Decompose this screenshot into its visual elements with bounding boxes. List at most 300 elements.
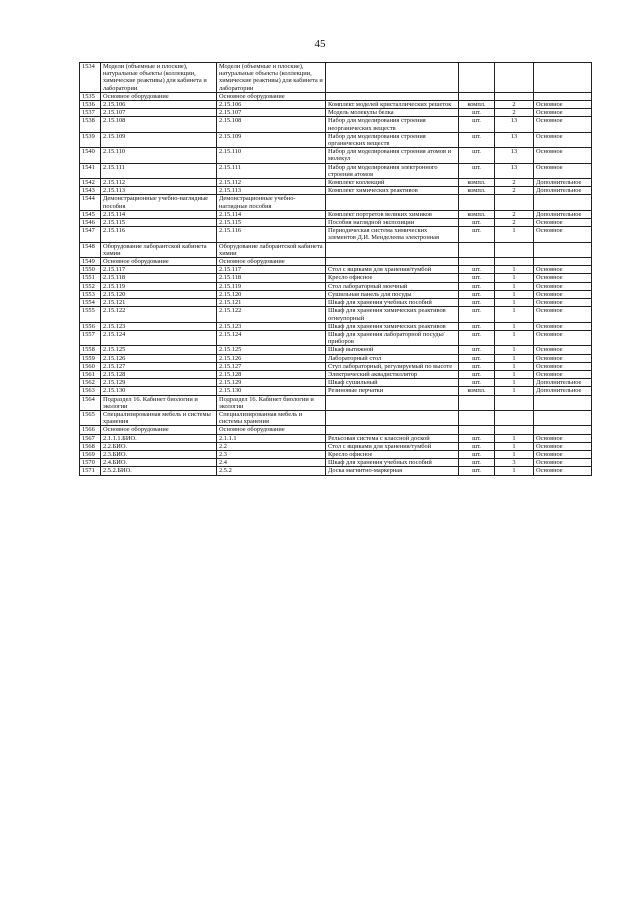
table-row: [80, 179, 592, 187]
quantity-cell: 13: [495, 148, 534, 163]
item-name-cell: Резиновые перчатки: [326, 387, 459, 395]
quantity-cell: [495, 63, 534, 93]
table-row: [80, 370, 592, 378]
quantity-cell: 13: [495, 117, 534, 132]
item-name-cell: Стол лабораторный моечный: [326, 282, 459, 290]
item-name-cell: [326, 195, 459, 210]
code-a-cell: Основное оборудование: [101, 92, 217, 100]
table-row: [80, 299, 592, 307]
row-number-cell: 1565: [80, 410, 101, 425]
equipment-type-cell: Основное: [534, 148, 592, 163]
equipment-table: [79, 62, 592, 476]
quantity-cell: 2: [495, 101, 534, 109]
item-name-cell: [326, 426, 459, 434]
code-b-cell: 2.15.125: [217, 346, 326, 354]
code-a-cell: 2.15.118: [101, 274, 217, 282]
unit-cell: [459, 63, 495, 93]
table-row: [80, 387, 592, 395]
item-name-cell: Комплект химических реактивов: [326, 187, 459, 195]
row-number-cell: 1567: [80, 434, 101, 442]
equipment-type-cell: Основное: [534, 299, 592, 307]
unit-cell: шт.: [459, 117, 495, 132]
unit-cell: шт.: [459, 132, 495, 147]
item-name-cell: Модель молекулы белка: [326, 109, 459, 117]
table-row: [80, 187, 592, 195]
code-b-cell: 2.15.126: [217, 354, 326, 362]
unit-cell: компл.: [459, 387, 495, 395]
code-a-cell: 2.4.БИО.: [101, 459, 217, 467]
item-name-cell: [326, 395, 459, 410]
row-number-cell: 1550: [80, 266, 101, 274]
item-name-cell: Пособия наглядной экспозиции: [326, 219, 459, 227]
table-row: [80, 354, 592, 362]
unit-cell: шт.: [459, 362, 495, 370]
code-b-cell: 2.1.1.1: [217, 434, 326, 442]
item-name-cell: Шкаф вытяжной: [326, 346, 459, 354]
row-number-cell: 1538: [80, 117, 101, 132]
table-row: [80, 450, 592, 458]
row-number-cell: 1540: [80, 148, 101, 163]
row-number-cell: 1561: [80, 370, 101, 378]
equipment-type-cell: Основное: [534, 370, 592, 378]
row-number-cell: 1535: [80, 92, 101, 100]
item-name-cell: [326, 410, 459, 425]
code-a-cell: 2.1.1.1.БИО.: [101, 434, 217, 442]
row-number-cell: 1555: [80, 307, 101, 322]
table-row: [80, 227, 592, 242]
unit-cell: шт.: [459, 109, 495, 117]
item-name-cell: Электрический аквадистиллятор: [326, 370, 459, 378]
code-b-cell: 2.15.112: [217, 179, 326, 187]
code-b-cell: 2.15.121: [217, 299, 326, 307]
unit-cell: [459, 410, 495, 425]
quantity-cell: 1: [495, 282, 534, 290]
row-number-cell: 1560: [80, 362, 101, 370]
quantity-cell: [495, 395, 534, 410]
item-name-cell: Шкаф для хранения химических реактивов: [326, 322, 459, 330]
code-a-cell: 2.15.122: [101, 307, 217, 322]
equipment-type-cell: Основное: [534, 362, 592, 370]
equipment-table-body: [80, 63, 592, 476]
table-row: [80, 434, 592, 442]
code-a-cell: 2.15.126: [101, 354, 217, 362]
quantity-cell: [495, 410, 534, 425]
table-row: [80, 346, 592, 354]
code-a-cell: 2.15.128: [101, 370, 217, 378]
table-row: [80, 459, 592, 467]
row-number-cell: 1551: [80, 274, 101, 282]
unit-cell: [459, 242, 495, 257]
equipment-type-cell: Дополнительное: [534, 179, 592, 187]
code-a-cell: 2.15.113: [101, 187, 217, 195]
unit-cell: шт.: [459, 163, 495, 178]
table-row: [80, 379, 592, 387]
quantity-cell: 3: [495, 459, 534, 467]
item-name-cell: Доска магнитно-маркерная: [326, 467, 459, 475]
code-a-cell: Модели (объемные и плоские), натуральные объекты (коллекции, химические реактивы) для кабинета и лаборатории: [101, 63, 217, 93]
code-b-cell: 2.15.116: [217, 227, 326, 242]
code-b-cell: 2.15.122: [217, 307, 326, 322]
table-row: [80, 290, 592, 298]
row-number-cell: 1544: [80, 195, 101, 210]
table-row: [80, 132, 592, 147]
unit-cell: шт.: [459, 290, 495, 298]
code-b-cell: 2.15.124: [217, 330, 326, 345]
equipment-type-cell: [534, 410, 592, 425]
unit-cell: [459, 395, 495, 410]
row-number-cell: 1552: [80, 282, 101, 290]
equipment-type-cell: Дополнительное: [534, 187, 592, 195]
row-number-cell: 1557: [80, 330, 101, 345]
code-a-cell: 2.15.111: [101, 163, 217, 178]
row-number-cell: 1548: [80, 242, 101, 257]
unit-cell: [459, 426, 495, 434]
item-name-cell: [326, 258, 459, 266]
table-row: [80, 330, 592, 345]
quantity-cell: 1: [495, 307, 534, 322]
code-a-cell: Основное оборудование: [101, 258, 217, 266]
table-row: [80, 195, 592, 210]
code-b-cell: 2.15.111: [217, 163, 326, 178]
equipment-type-cell: Основное: [534, 354, 592, 362]
equipment-type-cell: Основное: [534, 330, 592, 345]
quantity-cell: 2: [495, 179, 534, 187]
item-name-cell: Шкаф сушильный: [326, 379, 459, 387]
row-number-cell: 1571: [80, 467, 101, 475]
code-b-cell: 2.15.130: [217, 387, 326, 395]
quantity-cell: 1: [495, 290, 534, 298]
row-number-cell: 1564: [80, 395, 101, 410]
unit-cell: компл.: [459, 101, 495, 109]
unit-cell: шт.: [459, 266, 495, 274]
code-a-cell: 2.15.119: [101, 282, 217, 290]
code-b-cell: Модели (объемные и плоские), натуральные объекты (коллекции, химические реактивы) для кабинета и лаборатории: [217, 63, 326, 93]
equipment-type-cell: [534, 395, 592, 410]
unit-cell: шт.: [459, 459, 495, 467]
quantity-cell: 2: [495, 187, 534, 195]
row-number-cell: 1547: [80, 227, 101, 242]
code-b-cell: 2.15.113: [217, 187, 326, 195]
table-row: [80, 92, 592, 100]
row-number-cell: 1558: [80, 346, 101, 354]
table-row: [80, 210, 592, 218]
row-number-cell: 1546: [80, 219, 101, 227]
equipment-type-cell: Основное: [534, 346, 592, 354]
unit-cell: компл.: [459, 210, 495, 218]
code-a-cell: 2.15.125: [101, 346, 217, 354]
unit-cell: шт.: [459, 330, 495, 345]
table-row: [80, 266, 592, 274]
code-a-cell: 2.3.БИО.: [101, 450, 217, 458]
code-b-cell: 2.15.129: [217, 379, 326, 387]
table-row: [80, 117, 592, 132]
quantity-cell: 1: [495, 370, 534, 378]
page-number: 45: [314, 38, 326, 50]
code-b-cell: 2.15.110: [217, 148, 326, 163]
row-number-cell: 1543: [80, 187, 101, 195]
quantity-cell: 2: [495, 210, 534, 218]
item-name-cell: Набор для моделирования строения атомов и молекул: [326, 148, 459, 163]
quantity-cell: 1: [495, 362, 534, 370]
quantity-cell: 1: [495, 346, 534, 354]
code-a-cell: 2.15.127: [101, 362, 217, 370]
quantity-cell: 1: [495, 450, 534, 458]
row-number-cell: 1545: [80, 210, 101, 218]
table-row: [80, 362, 592, 370]
code-a-cell: 2.15.115: [101, 219, 217, 227]
code-b-cell: Основное оборудование: [217, 92, 326, 100]
code-a-cell: 2.15.109: [101, 132, 217, 147]
code-a-cell: 2.15.107: [101, 109, 217, 117]
item-name-cell: Шкаф для хранения учебных пособий: [326, 299, 459, 307]
item-name-cell: Кресло офисное: [326, 450, 459, 458]
unit-cell: компл.: [459, 179, 495, 187]
table-row: [80, 442, 592, 450]
unit-cell: шт.: [459, 434, 495, 442]
item-name-cell: Кресло офисное: [326, 274, 459, 282]
row-number-cell: 1553: [80, 290, 101, 298]
unit-cell: шт.: [459, 219, 495, 227]
code-a-cell: 2.5.2.БИО.: [101, 467, 217, 475]
code-b-cell: 2.15.120: [217, 290, 326, 298]
quantity-cell: [495, 92, 534, 100]
code-a-cell: Оборудование лаборантской кабинета химии: [101, 242, 217, 257]
equipment-type-cell: Основное: [534, 109, 592, 117]
table-row: [80, 109, 592, 117]
equipment-type-cell: Основное: [534, 266, 592, 274]
quantity-cell: 2: [495, 219, 534, 227]
quantity-cell: 1: [495, 467, 534, 475]
item-name-cell: [326, 92, 459, 100]
unit-cell: шт.: [459, 346, 495, 354]
quantity-cell: [495, 195, 534, 210]
item-name-cell: Шкаф для хранения учебных пособий: [326, 459, 459, 467]
unit-cell: шт.: [459, 307, 495, 322]
quantity-cell: [495, 242, 534, 257]
table-row: [80, 322, 592, 330]
code-a-cell: Демонстрационные учебно-наглядные пособия: [101, 195, 217, 210]
equipment-type-cell: Основное: [534, 132, 592, 147]
code-b-cell: 2.15.106: [217, 101, 326, 109]
table-row: [80, 307, 592, 322]
code-a-cell: 2.15.130: [101, 387, 217, 395]
equipment-type-cell: Основное: [534, 442, 592, 450]
code-a-cell: Подраздел 16. Кабинет биологии и экологии: [101, 395, 217, 410]
code-b-cell: Основное оборудование: [217, 258, 326, 266]
code-b-cell: 2.15.109: [217, 132, 326, 147]
code-a-cell: 2.15.110: [101, 148, 217, 163]
quantity-cell: [495, 426, 534, 434]
unit-cell: шт.: [459, 148, 495, 163]
quantity-cell: 13: [495, 163, 534, 178]
unit-cell: [459, 195, 495, 210]
equipment-type-cell: [534, 63, 592, 93]
item-name-cell: Стол с ящиками для хранения/тумбой: [326, 442, 459, 450]
code-b-cell: Демонстрационные учебно-наглядные пособия: [217, 195, 326, 210]
table-row: [80, 101, 592, 109]
item-name-cell: Периодическая система химических элементов Д.И. Менделеева электронная: [326, 227, 459, 242]
equipment-type-cell: [534, 92, 592, 100]
item-name-cell: Сушильная панель для посуды: [326, 290, 459, 298]
row-number-cell: 1566: [80, 426, 101, 434]
row-number-cell: 1562: [80, 379, 101, 387]
equipment-type-cell: Основное: [534, 467, 592, 475]
code-b-cell: 2.15.118: [217, 274, 326, 282]
unit-cell: компл.: [459, 187, 495, 195]
quantity-cell: 1: [495, 330, 534, 345]
code-a-cell: 2.15.106: [101, 101, 217, 109]
row-number-cell: 1536: [80, 101, 101, 109]
item-name-cell: [326, 63, 459, 93]
item-name-cell: Шкаф для хранения лабораторной посуды/приборов: [326, 330, 459, 345]
code-a-cell: 2.15.120: [101, 290, 217, 298]
item-name-cell: Набор для моделирования строения неорганических веществ: [326, 117, 459, 132]
unit-cell: шт.: [459, 379, 495, 387]
table-row: [80, 219, 592, 227]
quantity-cell: 1: [495, 322, 534, 330]
unit-cell: шт.: [459, 299, 495, 307]
quantity-cell: [495, 258, 534, 266]
quantity-cell: 1: [495, 387, 534, 395]
equipment-type-cell: Основное: [534, 227, 592, 242]
code-b-cell: 2.15.123: [217, 322, 326, 330]
item-name-cell: Набор для моделирования электронного строения атомов: [326, 163, 459, 178]
code-b-cell: Специализированная мебель и системы хранения: [217, 410, 326, 425]
item-name-cell: Шкаф для хранения химических реактивов огнеупорный: [326, 307, 459, 322]
table-row: [80, 395, 592, 410]
equipment-type-cell: [534, 242, 592, 257]
row-number-cell: 1568: [80, 442, 101, 450]
code-a-cell: 2.2.БИО.: [101, 442, 217, 450]
equipment-type-cell: Основное: [534, 434, 592, 442]
item-name-cell: Стол с ящиками для хранения/тумбой: [326, 266, 459, 274]
code-a-cell: 2.15.112: [101, 179, 217, 187]
quantity-cell: 2: [495, 109, 534, 117]
code-b-cell: 2.5.2: [217, 467, 326, 475]
unit-cell: шт.: [459, 274, 495, 282]
item-name-cell: Рельсовая система с классной доской: [326, 434, 459, 442]
row-number-cell: 1537: [80, 109, 101, 117]
item-name-cell: Набор для моделирования строения органических веществ: [326, 132, 459, 147]
code-b-cell: 2.15.127: [217, 362, 326, 370]
row-number-cell: 1539: [80, 132, 101, 147]
equipment-type-cell: Основное: [534, 307, 592, 322]
equipment-type-cell: Основное: [534, 274, 592, 282]
code-a-cell: Специализированная мебель и системы хранения: [101, 410, 217, 425]
unit-cell: [459, 92, 495, 100]
equipment-type-cell: [534, 426, 592, 434]
equipment-type-cell: Основное: [534, 290, 592, 298]
code-b-cell: Подраздел 16. Кабинет биологии и экологии: [217, 395, 326, 410]
code-a-cell: 2.15.116: [101, 227, 217, 242]
table-row: [80, 274, 592, 282]
code-b-cell: 2.15.128: [217, 370, 326, 378]
unit-cell: шт.: [459, 282, 495, 290]
unit-cell: шт.: [459, 227, 495, 242]
code-b-cell: 2.2: [217, 442, 326, 450]
item-name-cell: Лабораторный стол: [326, 354, 459, 362]
code-b-cell: 2.15.108: [217, 117, 326, 132]
row-number-cell: 1563: [80, 387, 101, 395]
quantity-cell: 13: [495, 132, 534, 147]
equipment-type-cell: Основное: [534, 282, 592, 290]
equipment-type-cell: Дополнительное: [534, 379, 592, 387]
equipment-type-cell: Основное: [534, 322, 592, 330]
code-b-cell: 2.4: [217, 459, 326, 467]
row-number-cell: 1554: [80, 299, 101, 307]
code-a-cell: 2.15.123: [101, 322, 217, 330]
item-name-cell: Стул лабораторный, регулируемый по высоте: [326, 362, 459, 370]
row-number-cell: 1559: [80, 354, 101, 362]
equipment-type-cell: Основное: [534, 219, 592, 227]
code-b-cell: 2.15.114: [217, 210, 326, 218]
quantity-cell: 1: [495, 379, 534, 387]
row-number-cell: 1541: [80, 163, 101, 178]
code-a-cell: Основное оборудование: [101, 426, 217, 434]
row-number-cell: 1549: [80, 258, 101, 266]
equipment-type-cell: Основное: [534, 163, 592, 178]
row-number-cell: 1542: [80, 179, 101, 187]
unit-cell: шт.: [459, 450, 495, 458]
quantity-cell: 1: [495, 266, 534, 274]
equipment-type-cell: Основное: [534, 101, 592, 109]
code-b-cell: 2.15.107: [217, 109, 326, 117]
quantity-cell: 1: [495, 274, 534, 282]
item-name-cell: [326, 242, 459, 257]
unit-cell: шт.: [459, 442, 495, 450]
unit-cell: шт.: [459, 354, 495, 362]
equipment-type-cell: Основное: [534, 450, 592, 458]
equipment-type-cell: [534, 258, 592, 266]
code-b-cell: 2.15.117: [217, 266, 326, 274]
code-a-cell: 2.15.108: [101, 117, 217, 132]
table-row: [80, 63, 592, 93]
table-row: [80, 242, 592, 257]
code-a-cell: 2.15.129: [101, 379, 217, 387]
code-a-cell: 2.15.124: [101, 330, 217, 345]
table-row: [80, 410, 592, 425]
code-b-cell: Основное оборудование: [217, 426, 326, 434]
code-b-cell: 2.3: [217, 450, 326, 458]
unit-cell: шт.: [459, 322, 495, 330]
code-a-cell: 2.15.121: [101, 299, 217, 307]
table-row: [80, 426, 592, 434]
table-row: [80, 163, 592, 178]
quantity-cell: 1: [495, 227, 534, 242]
item-name-cell: Комплект портретов великих химиков: [326, 210, 459, 218]
code-b-cell: 2.15.115: [217, 219, 326, 227]
equipment-type-cell: Основное: [534, 459, 592, 467]
equipment-type-cell: Основное: [534, 117, 592, 132]
quantity-cell: 1: [495, 442, 534, 450]
item-name-cell: Комплект моделей кристаллических решеток: [326, 101, 459, 109]
row-number-cell: 1570: [80, 459, 101, 467]
equipment-type-cell: [534, 195, 592, 210]
row-number-cell: 1569: [80, 450, 101, 458]
equipment-type-cell: Дополнительное: [534, 210, 592, 218]
quantity-cell: 1: [495, 434, 534, 442]
table-row: [80, 258, 592, 266]
unit-cell: шт.: [459, 370, 495, 378]
table-row: [80, 282, 592, 290]
code-b-cell: Оборудование лаборантской кабинета химии: [217, 242, 326, 257]
equipment-type-cell: Дополнительное: [534, 387, 592, 395]
quantity-cell: 1: [495, 354, 534, 362]
row-number-cell: 1556: [80, 322, 101, 330]
unit-cell: [459, 258, 495, 266]
item-name-cell: Комплект коллекций: [326, 179, 459, 187]
table-row: [80, 467, 592, 475]
